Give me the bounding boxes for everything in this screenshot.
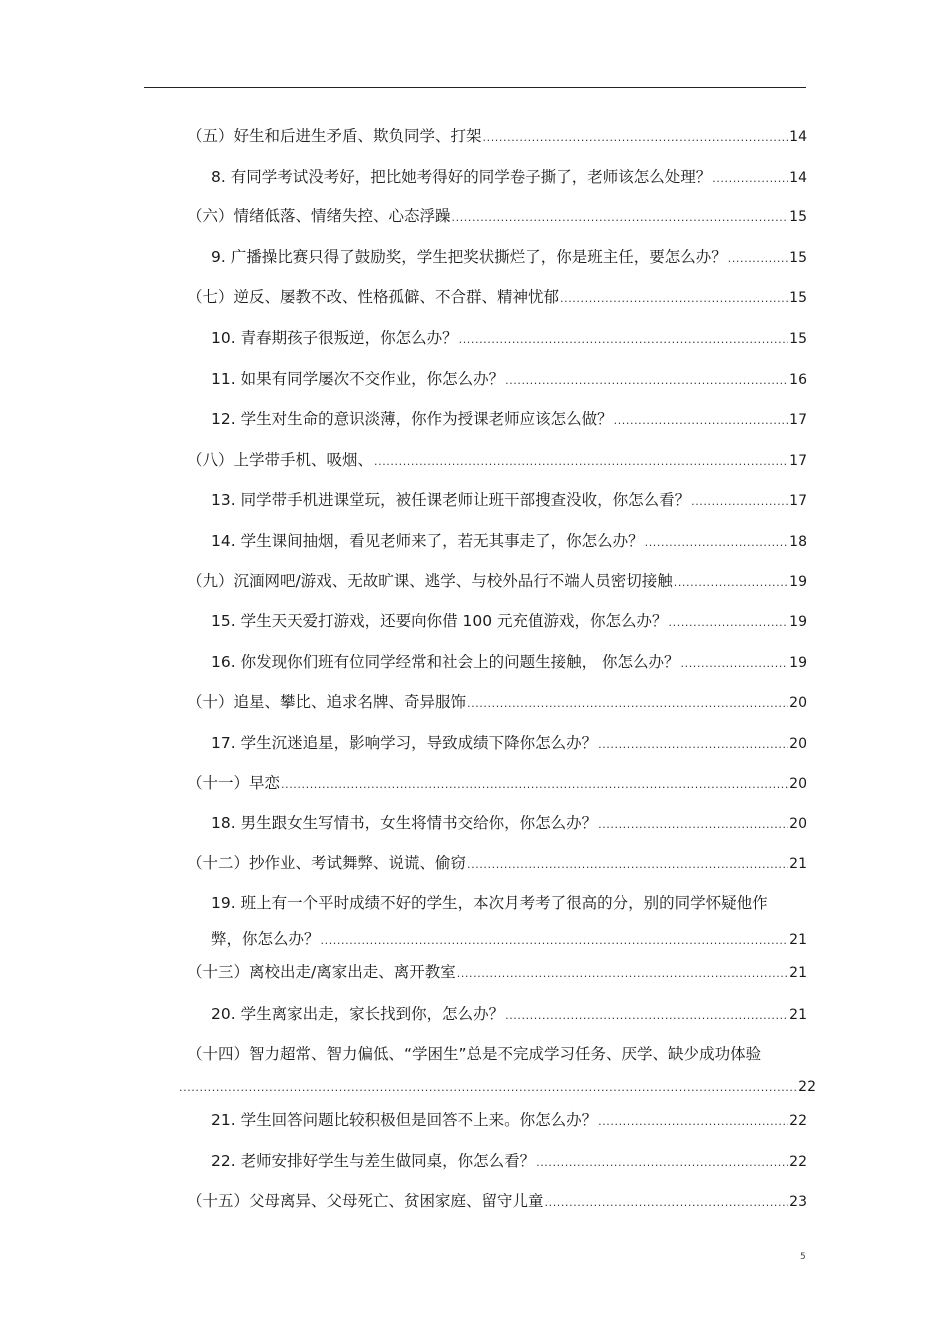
toc-entry-page: 18: [789, 534, 807, 550]
toc-entry-page: 21: [789, 1007, 807, 1023]
toc-entry-title: （八）上学带手机、吸烟、: [187, 451, 374, 469]
toc-entry-page: 14: [789, 129, 807, 145]
toc-entry-page: 20: [789, 776, 807, 792]
dot-leader: [505, 1006, 788, 1026]
toc-entry-page: 15: [789, 209, 807, 225]
page-number: 5: [800, 1252, 806, 1262]
dot-leader: [281, 775, 788, 795]
toc-entry-section-14-line2[interactable]: [178, 1077, 816, 1098]
toc-entry-page: 20: [789, 816, 807, 832]
dot-leader: [179, 1078, 797, 1098]
toc-entry-section-15[interactable]: [187, 1191, 807, 1213]
toc-entry-page: 21: [789, 932, 807, 948]
toc-entry-title: 22. 老师安排好学生与差生做同桌，你怎么看？: [211, 1152, 536, 1170]
toc-entry-title: 20. 学生离家出走，家长找到你，怎么办？: [211, 1005, 505, 1023]
toc-entry-section-5[interactable]: [187, 126, 807, 148]
toc-entry-section-14-line1[interactable]: （十四）智力超常、智力偏低、“学困生”总是不完成学习任务、厌学、缺少成功体验: [187, 1045, 762, 1063]
dot-leader: [560, 289, 788, 309]
toc-entry-title: 21. 学生回答问题比较积极但是回答不上来。你怎么办？: [211, 1111, 598, 1129]
toc-entry-section-8[interactable]: [187, 450, 807, 472]
toc-entry-q14[interactable]: [211, 531, 807, 553]
toc-entry-title: 12. 学生对生命的意识淡薄，你作为授课老师应该怎么做？: [211, 410, 613, 428]
toc-entry-page: 20: [789, 736, 807, 752]
toc-entry-page: 15: [789, 290, 807, 306]
toc-entry-page: 20: [789, 695, 807, 711]
toc-entry-title: （九）沉湎网吧/游戏、无故旷课、逃学、与校外品行不端人员密切接触: [187, 572, 673, 590]
toc-entry-title: 15. 学生天天爱打游戏，还要向你借 100 元充值游戏，你怎么办？: [211, 612, 668, 630]
toc-entry-page: 22: [789, 1154, 807, 1170]
dot-leader: [483, 128, 789, 148]
dot-leader: [321, 931, 789, 951]
toc-entry-q18[interactable]: [211, 813, 807, 835]
toc-entry-section-12[interactable]: [187, 853, 807, 875]
toc-entry-q20[interactable]: [211, 1004, 807, 1026]
toc-entry-q17[interactable]: [211, 733, 807, 755]
toc-entry-title: （六）情绪低落、情绪失控、心态浮躁: [187, 207, 451, 225]
toc-entry-page: 16: [789, 372, 807, 388]
toc-entry-page: 14: [789, 170, 807, 186]
toc-entry-q19-line1[interactable]: 19. 班上有一个平时成绩不好的学生，本次月考考了很高的分，别的同学怀疑他作: [211, 894, 768, 912]
toc-entry-section-9[interactable]: [187, 571, 807, 593]
dot-leader: [545, 1193, 789, 1213]
toc-entry-q21[interactable]: [211, 1110, 807, 1132]
dot-leader: [674, 573, 788, 593]
toc-entry-title: 18. 男生跟女生写情书，女生将情书交给你，你怎么办？: [211, 814, 598, 832]
dot-leader: [459, 330, 789, 350]
toc-entry-q19-line2[interactable]: [211, 929, 807, 951]
toc-entry-q15[interactable]: [211, 611, 807, 633]
toc-entry-title: （十一）早恋: [187, 774, 281, 792]
toc-entry-title: 13. 同学带手机进课堂玩，被任课老师让班干部搜查没收，你怎么看？: [211, 491, 691, 509]
toc-entry-q13[interactable]: [211, 490, 807, 512]
dot-leader: [457, 964, 788, 984]
dot-leader: [505, 371, 788, 391]
toc-entry-title: （十五）父母离异、父母死亡、贫困家庭、留守儿童: [187, 1192, 544, 1210]
toc-entry-page: 21: [789, 965, 807, 981]
toc-entry-q9[interactable]: [211, 247, 807, 269]
toc-entry-section-11[interactable]: [187, 773, 807, 795]
toc-entry-page: 19: [789, 614, 807, 630]
toc-entry-title: （十二）抄作业、考试舞弊、说谎、偷窃: [187, 854, 467, 872]
dot-leader: [467, 855, 788, 875]
dot-leader: [598, 1112, 788, 1132]
toc-entry-q10[interactable]: [211, 328, 807, 350]
toc-entry-page: 17: [789, 453, 807, 469]
toc-entry-q22[interactable]: [211, 1151, 807, 1173]
dot-leader: [598, 815, 788, 835]
dot-leader: [598, 735, 788, 755]
toc-entry-section-6[interactable]: [187, 206, 807, 228]
toc-entry-title: 8. 有同学考试没考好，把比她考得好的同学卷子撕了，老师该怎么处理？: [211, 168, 712, 186]
toc-entry-q11[interactable]: [211, 369, 807, 391]
dot-leader: [467, 694, 788, 714]
toc-entry-title: （七）逆反、屡教不改、性格孤僻、不合群、精神忧郁: [187, 288, 560, 306]
toc-entry-title: 弊，你怎么办？: [211, 930, 320, 948]
toc-entry-section-7[interactable]: [187, 287, 807, 309]
toc-entry-page: 22: [798, 1079, 816, 1095]
toc-entry-page: 15: [789, 331, 807, 347]
toc-entry-q12[interactable]: [211, 409, 807, 431]
toc-entry-title: 16. 你发现你们班有位同学经常和社会上的问题生接触， 你怎么办？: [211, 653, 680, 671]
toc-entry-page: 21: [789, 856, 807, 872]
dot-leader: [374, 452, 788, 472]
toc-entry-page: 23: [789, 1194, 807, 1210]
dot-leader: [681, 654, 789, 674]
toc-entry-title: （五）好生和后进生矛盾、欺负同学、打架: [187, 127, 482, 145]
toc-entry-page: 22: [789, 1113, 807, 1129]
dot-leader: [536, 1153, 788, 1173]
toc-entry-title: （十）追星、攀比、追求名牌、奇异服饰: [187, 693, 467, 711]
toc-entry-title: 11. 如果有同学屡次不交作业，你怎么办？: [211, 370, 505, 388]
toc-entry-title: 17. 学生沉迷追星，影响学习，导致成绩下降你怎么办？: [211, 734, 598, 752]
dot-leader: [645, 533, 789, 553]
toc-entry-page: 19: [789, 655, 807, 671]
dot-leader: [614, 411, 789, 431]
toc-entry-page: 15: [789, 250, 807, 266]
dot-leader: [691, 492, 788, 512]
toc-entry-title: （十三）离校出走/离家出走、离开教室: [187, 963, 456, 981]
toc-entry-title: 10. 青春期孩子很叛逆，你怎么办？: [211, 329, 458, 347]
toc-entry-q16[interactable]: [211, 652, 807, 674]
toc-entry-title: 14. 学生课间抽烟，看见老师来了，若无其事走了，你怎么办？: [211, 532, 644, 550]
dot-leader: [712, 169, 788, 189]
toc-entry-section-10[interactable]: [187, 692, 807, 714]
dot-leader: [669, 613, 789, 633]
toc-entry-page: 17: [789, 493, 807, 509]
toc-entry-page: 19: [789, 574, 807, 590]
toc-entry-page: 17: [789, 412, 807, 428]
dot-leader: [728, 249, 788, 269]
toc-entry-section-13[interactable]: [187, 962, 807, 984]
toc-entry-title: 9. 广播操比赛只得了鼓励奖，学生把奖状撕烂了，你是班主任，要怎么办？: [211, 248, 727, 266]
dot-leader: [452, 208, 789, 228]
toc-entry-q8[interactable]: [211, 167, 807, 189]
